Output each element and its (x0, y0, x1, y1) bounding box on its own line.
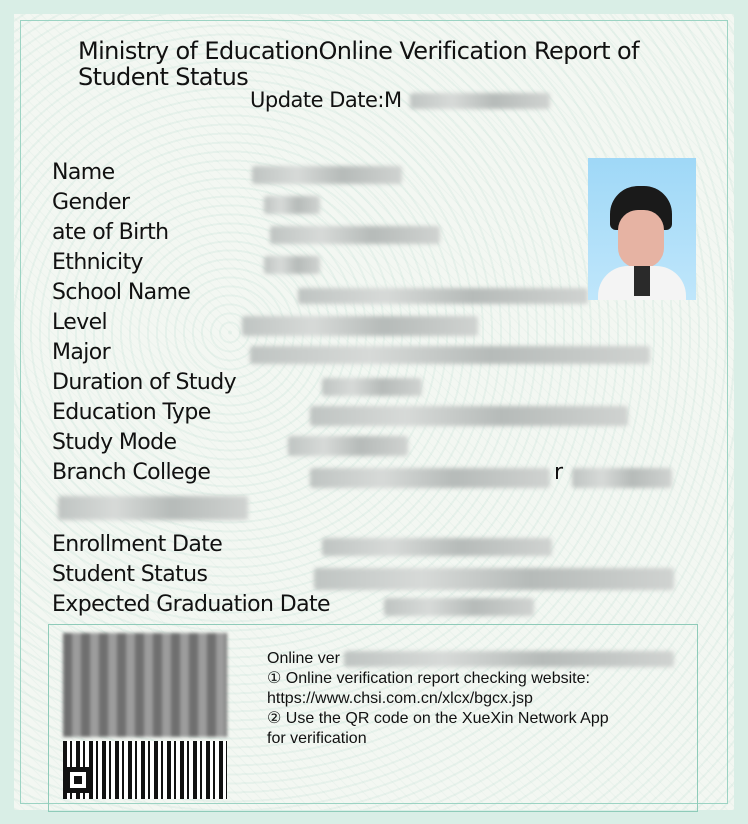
field-label: Major (52, 340, 111, 365)
verification-box (48, 624, 698, 812)
field-value-fragment: r (554, 460, 563, 485)
update-date-value: M (384, 88, 402, 112)
photo-face (618, 210, 664, 268)
field-row-study-mode (52, 428, 712, 458)
field-label: Level (52, 310, 108, 335)
field-label: Ethnicity (52, 250, 143, 275)
field-label: School Name (52, 280, 191, 305)
field-value-redacted (310, 468, 550, 488)
field-row-branch-college (52, 458, 712, 488)
qr-code-icon[interactable] (63, 741, 227, 799)
field-label: Expected Graduation Date (52, 592, 330, 617)
report-title: Ministry of EducationOnline Verification Report of Student Status (78, 37, 639, 91)
verification-instructions (267, 649, 687, 749)
field-value-redacted (572, 468, 672, 488)
field-value-redacted (322, 538, 552, 556)
field-value-redacted (264, 256, 320, 274)
field-value-redacted (58, 496, 248, 520)
verification-code-text-redacted (344, 651, 674, 667)
photo-collar (634, 266, 650, 296)
field-row-student-status (52, 560, 712, 590)
field-value-redacted (314, 568, 674, 590)
field-label: Name (52, 160, 115, 185)
field-value-redacted (384, 598, 534, 616)
field-row-duration-of-study (52, 368, 712, 398)
field-value-redacted (252, 166, 402, 184)
field-value-redacted (288, 436, 408, 456)
field-value-redacted (250, 346, 650, 364)
field-row-education-type (52, 398, 712, 428)
update-date-label: Update Date: (250, 88, 384, 112)
verification-line: Online ver (267, 649, 687, 669)
field-row-enrollment-date (52, 530, 712, 560)
field-label: Duration of Study (52, 370, 237, 395)
field-row-branch-college-continued (52, 488, 712, 524)
field-row-expected-graduation-date (52, 590, 712, 620)
qr-finder-pattern (65, 767, 91, 793)
field-row-level (52, 308, 712, 338)
verification-line: ① Online verification report checking website: (267, 670, 590, 687)
verification-code-redacted (63, 633, 227, 737)
field-value-redacted (298, 288, 588, 304)
verification-line: for verification (267, 730, 367, 747)
student-photo (588, 158, 696, 300)
field-value-redacted (322, 378, 422, 396)
field-label: Branch College (52, 460, 211, 485)
verification-url-link[interactable]: https://www.chsi.com.cn/xlcx/bgcx.jsp (267, 690, 533, 707)
verification-line: ② Use the QR code on the XueXin Network App (267, 710, 609, 727)
field-label: Enrollment Date (52, 532, 223, 557)
field-label: Student Status (52, 562, 208, 587)
field-label: Gender (52, 190, 130, 215)
update-date (250, 88, 550, 112)
field-value-redacted (242, 316, 478, 336)
field-row-major (52, 338, 712, 368)
field-label: Education Type (52, 400, 211, 425)
field-value-redacted (264, 196, 320, 214)
field-label: Study Mode (52, 430, 177, 455)
field-label: ate of Birth (52, 220, 169, 245)
field-value-redacted (310, 406, 628, 426)
update-date-redacted (410, 93, 550, 109)
field-value-redacted (270, 226, 440, 244)
